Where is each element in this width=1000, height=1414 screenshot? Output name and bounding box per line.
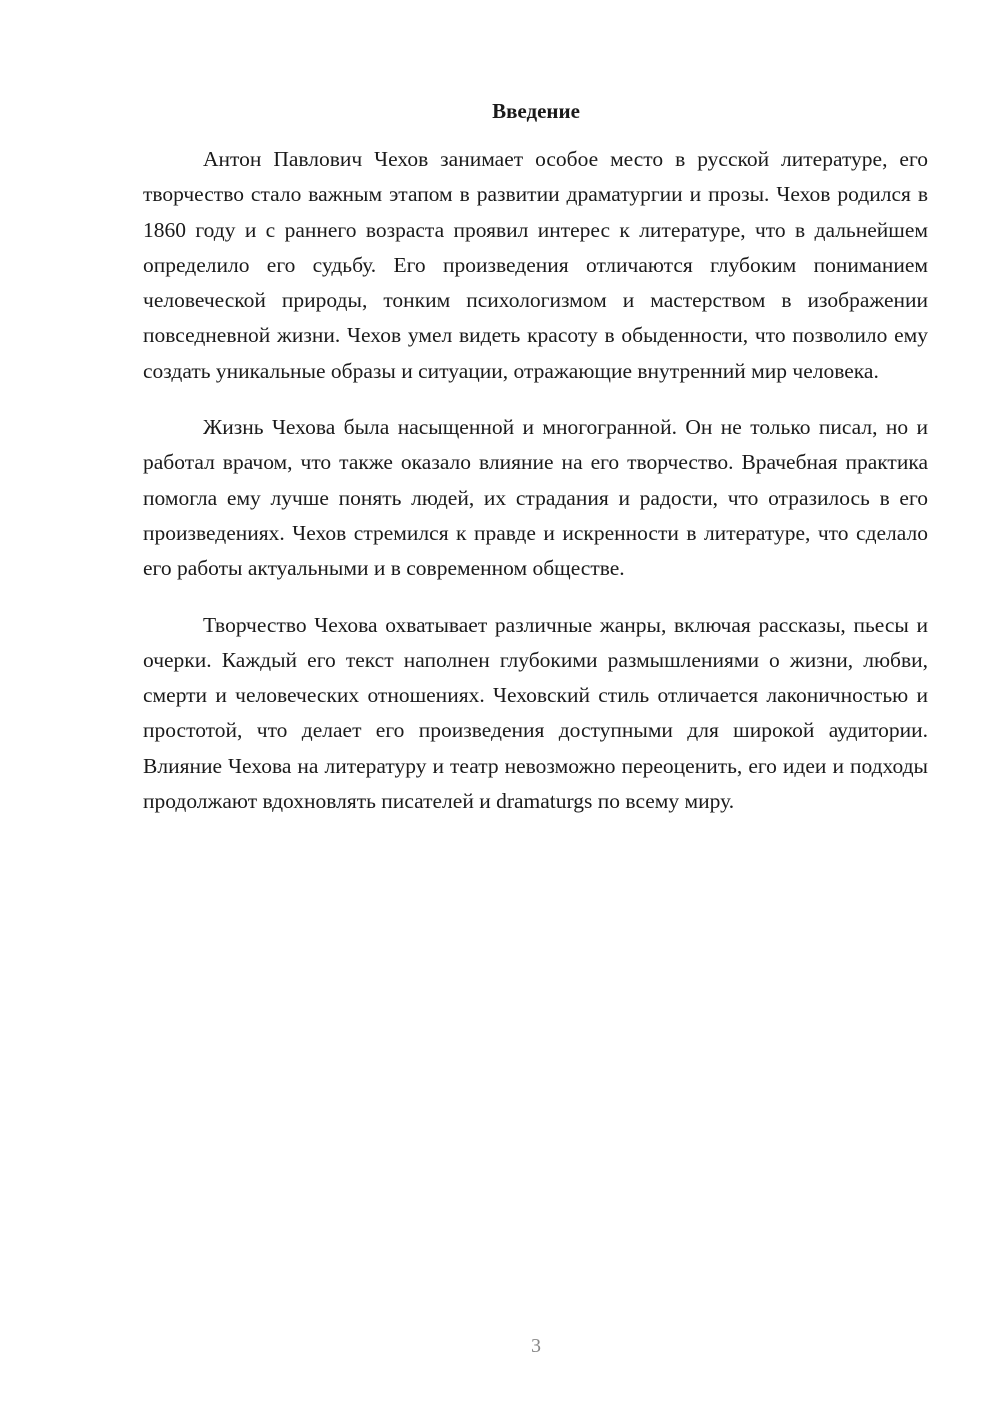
paragraph-3: Творчество Чехова охватывает различные жанры, включая рассказы, пьесы и очерки. Каждый его текст наполнен глубокими размышлениями о жизни, любви, смерти и человеческих отношениях. Чеховский стиль отличается лаконичностью и простотой, что делает его произведения доступными для широкой аудитории. Влияние Чехова на литературу и театр невозможно переоценить, его идеи и подходы продолжают вдохновлять писателей и dramaturgs по всему миру.	[143, 612, 928, 814]
paragraph-1: Антон Павлович Чехов занимает особое место в русской литературе, его творчество стало важным этапом в развитии драматургии и прозы. Чехов родился в 1860 году и с раннего возраста проявил интерес к литературе, что в дальнейшем определило его судьбу. Его произведения отличаются глубоким пониманием человеческой природы, тонким психологизмом и мастерством в изображении повседневной жизни. Чехов умел видеть красоту в обыденности, что позволило ему создать уникальные образы и ситуации, отражающие внутренний мир человека.	[143, 147, 928, 383]
body-text	[143, 142, 928, 840]
page-number: 3	[531, 1335, 541, 1357]
paragraph-2: Жизнь Чехова была насыщенной и многогранной. Он не только писал, но и работал врачом, что также оказало влияние на его творчество. Врачебная практика помогла ему лучше понять людей, их страдания и радости, что отразилось в его произведениях. Чехов стремился к правде и искренности в литературе, что сделало его работы актуальными и в современном обществе.	[143, 415, 928, 581]
section-title: Введение	[492, 99, 580, 123]
